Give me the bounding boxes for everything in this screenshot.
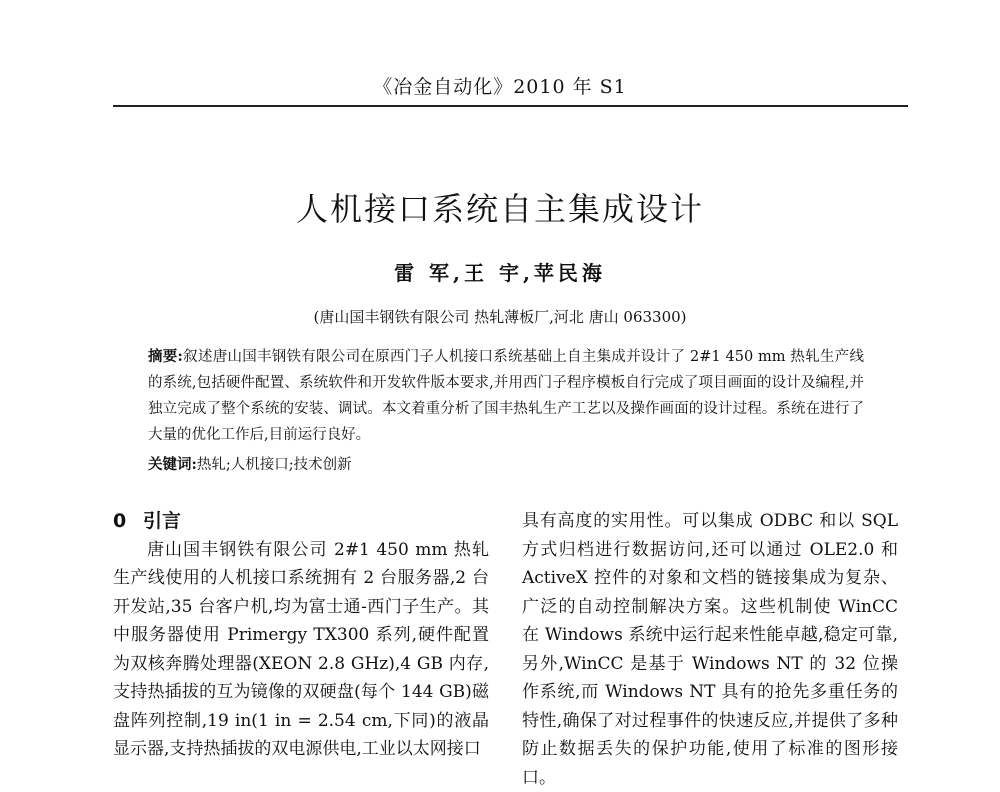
abstract-label: 摘要: [148, 348, 183, 365]
body-column-right [522, 507, 898, 792]
keywords-text: 热轧;人机接口;技术创新 [196, 457, 352, 473]
section-number: 0 [113, 510, 127, 532]
section-heading [113, 507, 489, 536]
paper-title: 人机接口系统自主集成设计 [295, 190, 704, 228]
body-column-left [113, 507, 489, 764]
journal-header: 《冶金自动化》2010 年 S1 [373, 76, 627, 98]
section-title: 引言 [143, 510, 182, 532]
abstract-block [148, 344, 864, 448]
paper-authors: 雷 军,王 宇,苹民海 [394, 261, 606, 285]
keywords-label: 关键词: [148, 456, 197, 473]
header-rule [113, 105, 908, 107]
body-paragraph-left: 唐山国丰钢铁有限公司 2#1 450 mm 热轧生产线使用的人机接口系统拥有 2 台服务器,2 台开发站,35 台客户机,均为富士通-西门子生产。其中服务器使用 Primergy TX300 系列,硬件配置为双核奔腾处理器(XEON 2.8 GHz),4 GB 内存,支持热插拔的互为镜像的双硬盘(每个 144 GB)磁盘阵列控制,19 in(1 in = 2.54 cm,下同)的液晶显示器,支持热插拔的双电源供电,工业以太网接口 [113, 539, 489, 759]
keywords-block [148, 452, 864, 478]
abstract-text: 叙述唐山国丰钢铁有限公司在原西门子人机接口系统基础上自主集成并设计了 2#1 450 mm 热轧生产线的系统,包括硬件配置、系统软件和开发软件版本要求,并用西门子程序模板自行完成了项目画面的设计及编程,并独立完成了整个系统的安装、调试。本文着重分析了国丰热轧生产工艺以及操作画面的设计过程。系统在进行了大量的优化工作后,目前运行良好。 [148, 349, 864, 443]
paper-affiliation: (唐山国丰钢铁有限公司 热轧薄板厂,河北 唐山 063300) [313, 308, 687, 326]
body-paragraph-right: 具有高度的实用性。可以集成 ODBC 和以 SQL 方式归档进行数据访问,还可以通过 OLE2.0 和 ActiveX 控件的对象和文档的链接集成为复杂、广泛的自动控制解决方案。这些机制使 WinCC 在 Windows 系统中运行起来性能卓越,稳定可靠,另外,WinCC 是基于 Windows NT 的 32 位操作系统,而 Windows NT 具有的抢先多重任务的特性,确保了对过程事件的快速反应,并提供了多种防止数据丢失的保护功能,使用了标准的图形接口。 [522, 511, 898, 788]
